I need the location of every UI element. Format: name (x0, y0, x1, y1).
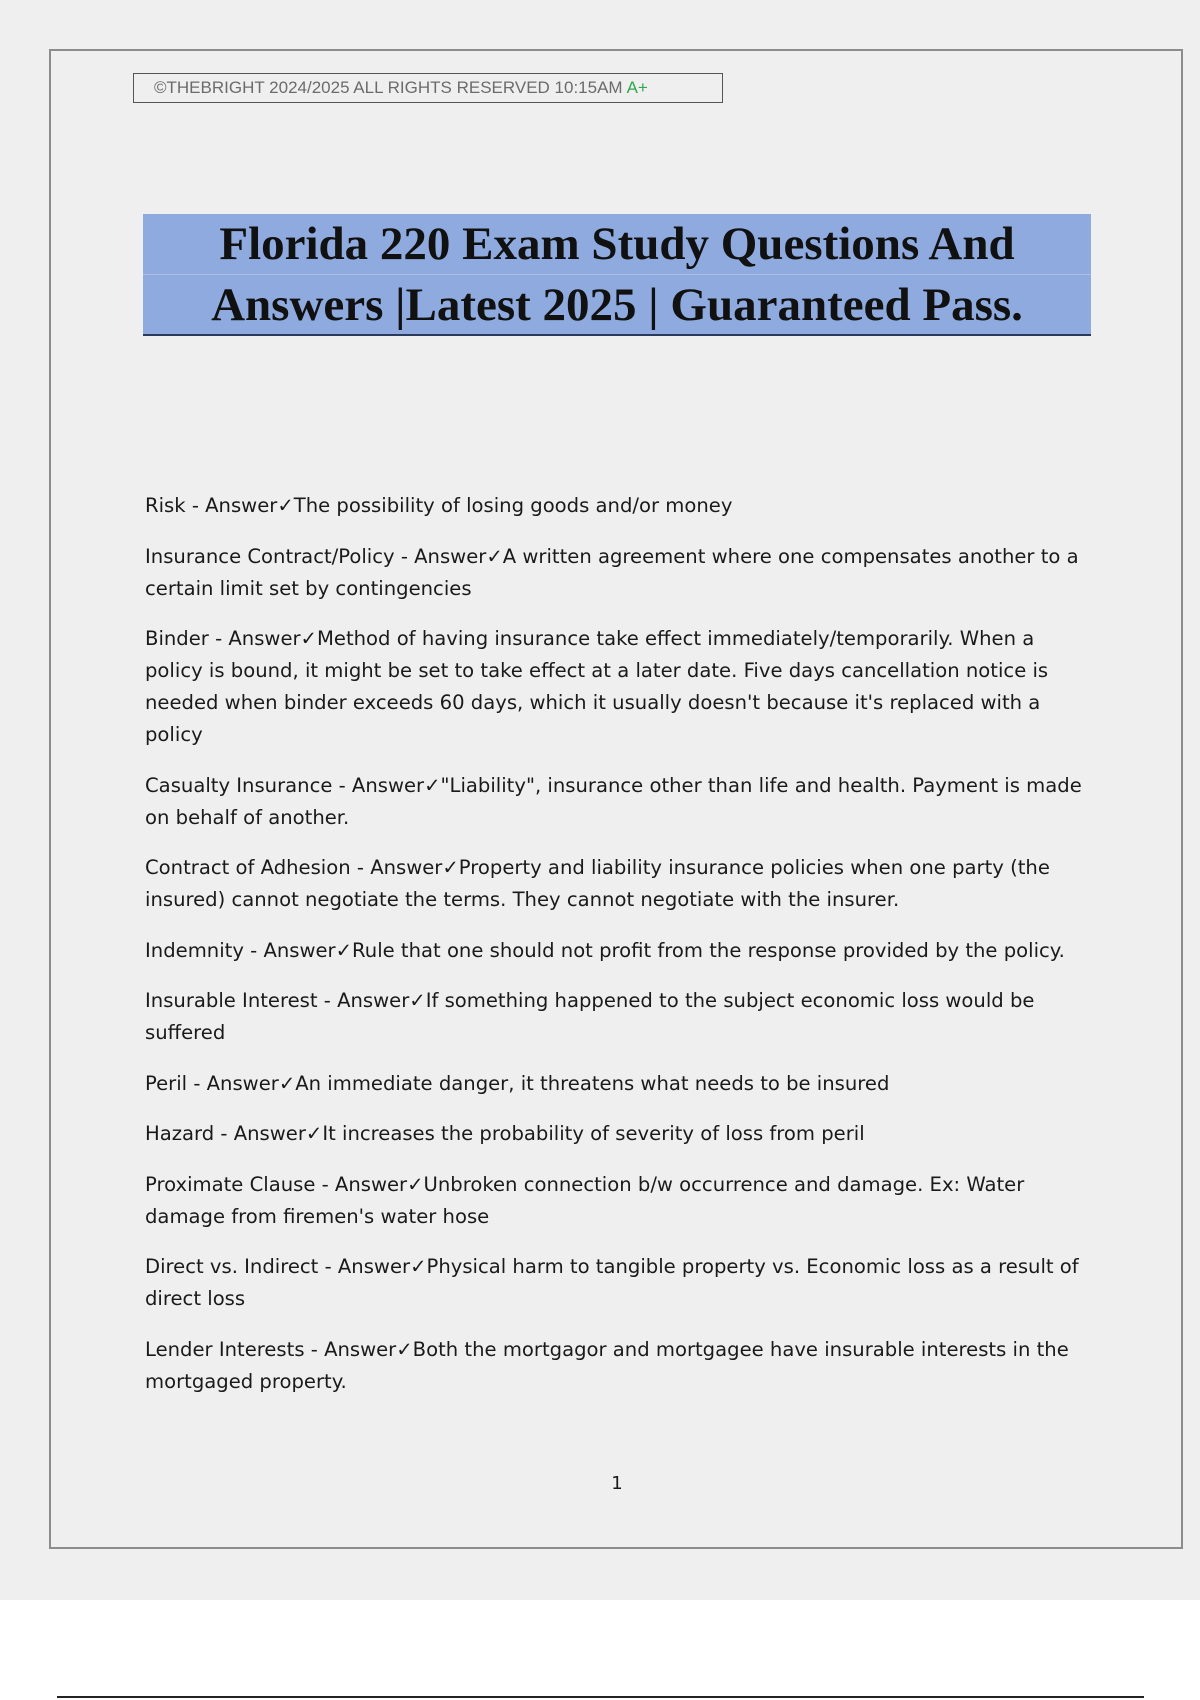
qa-term: Insurance Contract/Policy (145, 544, 395, 568)
answer-separator: - Answer✓ (317, 989, 426, 1012)
qa-term: Binder (145, 627, 209, 650)
bottom-divider (57, 1696, 1144, 1698)
qa-term: Proximate Clause (145, 1172, 316, 1196)
answer-separator: - Answer✓ (394, 544, 503, 568)
copyright-text: ©THEBRIGHT 2024/2025 ALL RIGHTS RESERVED 10:15AM (154, 78, 623, 97)
qa-answer: Unbroken connection b/w occurrence and damage. Ex: Water damage from firemen's water hose (145, 1172, 1025, 1228)
qa-item (145, 1251, 1090, 1315)
qa-item (145, 623, 1090, 751)
answer-separator: - Answer✓ (332, 773, 441, 797)
answer-separator: - Answer✓ (304, 1337, 413, 1361)
qa-term: Indemnity (145, 938, 244, 962)
qa-term: Insurable Interest (145, 989, 318, 1012)
qa-answer: A written agreement where one compensates another to a certain limit set by contingencies (145, 544, 1079, 600)
qa-item (145, 541, 1090, 605)
answer-separator: - Answer✓ (214, 1122, 323, 1145)
qa-item (145, 770, 1090, 834)
qa-term: Peril (145, 1071, 188, 1095)
qa-item (145, 1334, 1090, 1398)
qa-term: Direct vs. Indirect (145, 1255, 319, 1278)
answer-separator: - Answer✓ (208, 627, 317, 650)
qa-term: Hazard (145, 1122, 215, 1145)
page-number: 1 (611, 1473, 623, 1494)
copyright-header (133, 73, 723, 103)
answer-separator: - Answer✓ (315, 1172, 424, 1196)
qa-answer: "Liability", insurance other than life and health. Payment is made on behalf of another. (145, 773, 1082, 829)
qa-item (145, 490, 1090, 522)
answer-separator: - Answer✓ (350, 856, 459, 879)
qa-answer: An immediate danger, it threatens what needs to be insured (295, 1071, 890, 1095)
answer-separator: - Answer✓ (185, 494, 294, 517)
document-title-banner (143, 214, 1091, 336)
qa-item (145, 852, 1090, 916)
answer-separator: - Answer✓ (318, 1255, 427, 1278)
qa-item (145, 935, 1090, 967)
document-title-line-2: Answers |Latest 2025 | Guaranteed Pass. (211, 279, 1023, 331)
qa-term: Risk (145, 494, 186, 517)
answer-separator: - Answer✓ (187, 1071, 296, 1095)
qa-answer: Both the mortgagor and mortgagee have insurable interests in the mortgaged property. (145, 1337, 1069, 1393)
qa-answer: It increases the probability of severity of loss from peril (322, 1122, 865, 1145)
qa-term: Contract of Adhesion (145, 856, 351, 879)
qa-answer: The possibility of losing goods and/or money (293, 494, 733, 517)
qa-item (145, 1068, 1090, 1100)
question-answer-list (145, 490, 1090, 1416)
qa-term: Casualty Insurance (145, 773, 333, 797)
answer-separator: - Answer✓ (243, 938, 353, 962)
qa-item (145, 1118, 1090, 1150)
qa-answer: Rule that one should not profit from the response provided by the policy. (352, 938, 1065, 962)
qa-item (145, 1169, 1090, 1233)
grade-badge: A+ (626, 78, 648, 97)
qa-answer: Method of having insurance take effect immediately/temporarily. When a policy is bound, it might be set to take effect at a later date. Five days cancellation notice is needed when binder exceeds 60 days, which it usually doesn't because it's replaced with a policy (145, 627, 1049, 746)
qa-term: Lender Interests (145, 1337, 305, 1361)
qa-answer: If something happened to the subject economic loss would be suffered (145, 989, 1035, 1044)
qa-answer: Property and liability insurance policies when one party (the insured) cannot negotiate the terms. They cannot negotiate with the insurer. (145, 856, 1050, 911)
qa-answer: Physical harm to tangible property vs. Economic loss as a result of direct loss (145, 1255, 1079, 1310)
qa-item (145, 985, 1090, 1049)
document-title-line-1: Florida 220 Exam Study Questions And (143, 214, 1091, 275)
